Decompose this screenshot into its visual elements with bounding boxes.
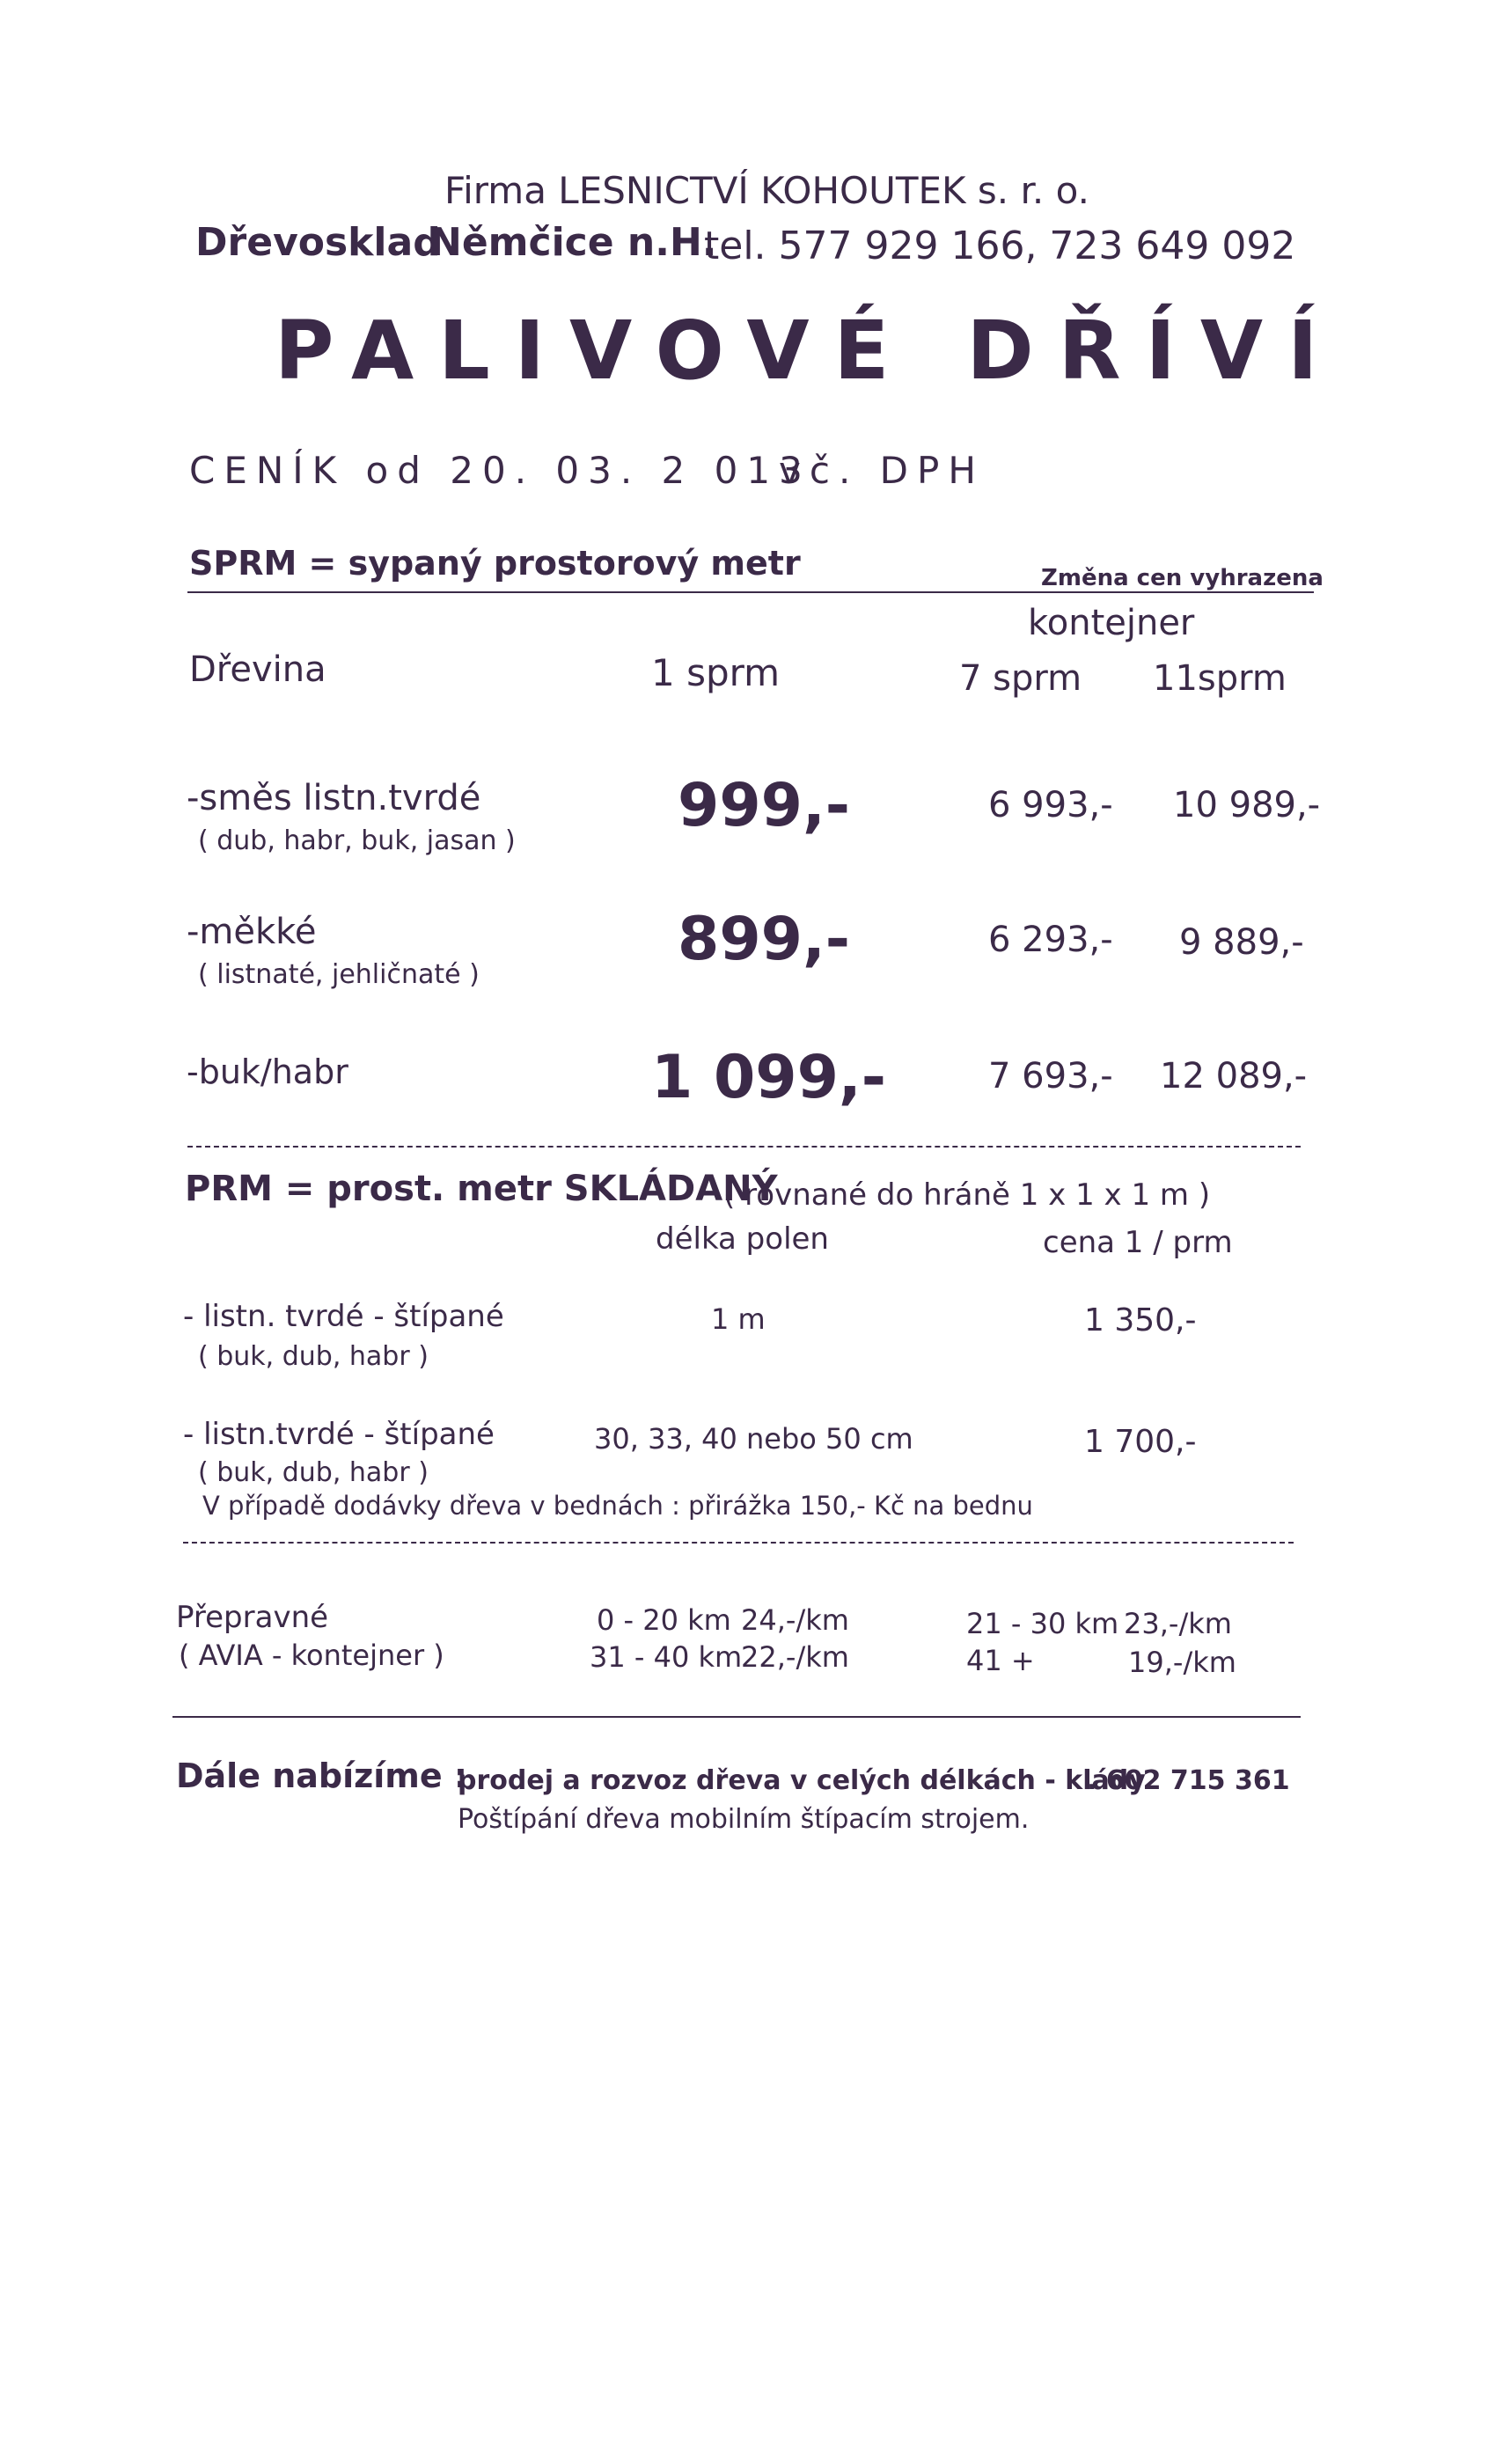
sprm-row-name: -směs listn.tvrdé	[187, 778, 481, 818]
transport-range: 41 +	[966, 1644, 1035, 1677]
sprm-row-name: -měkké	[187, 912, 317, 952]
transport-price: 22,-/km	[741, 1640, 849, 1674]
header-11sprm: 11sprm	[1153, 658, 1287, 699]
sprm-row-detail: ( listnaté, jehličnaté )	[198, 959, 480, 990]
sprm-price-7: 6 993,-	[988, 785, 1113, 825]
prm-row-length: 1 m	[711, 1302, 766, 1336]
offer-line-1: prodej a rozvoz dřeva v celých délkách - klády	[458, 1765, 1146, 1796]
prm-definition-note: ( rovnané do hráně 1 x 1 x 1 m )	[723, 1177, 1211, 1213]
prm-row-length: 30, 33, 40 nebo 50 cm	[594, 1422, 913, 1456]
sprm-price-1: 999,-	[678, 771, 850, 840]
company-name: Firma LESNICTVÍ KOHOUTEK s. r. o.	[444, 169, 1089, 212]
section-rule	[187, 591, 1314, 593]
prm-row-detail: ( buk, dub, habr )	[198, 1341, 429, 1372]
sprm-price-11: 10 989,-	[1173, 785, 1321, 825]
prm-row-price: 1 700,-	[1084, 1424, 1197, 1460]
transport-price: 23,-/km	[1124, 1607, 1232, 1640]
prm-definition: PRM = prost. metr SKLÁDANÝ	[185, 1169, 778, 1209]
pricelist-date: CENÍK od 20. 03. 2 013	[189, 449, 811, 492]
sprm-price-11: 9 889,-	[1179, 922, 1304, 963]
sprm-row-detail: ( dub, habr, buk, jasan )	[198, 825, 516, 856]
sprm-price-7: 6 293,-	[988, 920, 1113, 960]
transport-price: 19,-/km	[1128, 1646, 1236, 1679]
prm-row-name: - listn. tvrdé - štípané	[183, 1299, 504, 1334]
place-name: Němčice n.H.	[429, 220, 717, 265]
price-change-notice: Změna cen vyhrazena	[1041, 565, 1324, 591]
sprm-price-1: 1 099,-	[651, 1043, 886, 1112]
container-label: kontejner	[1028, 603, 1195, 643]
section-rule	[172, 1716, 1301, 1718]
transport-label: Přepravné	[176, 1600, 329, 1635]
sprm-price-1: 899,-	[678, 905, 850, 974]
sprm-row-name: -buk/habr	[187, 1052, 348, 1091]
header-wood: Dřevina	[189, 649, 326, 690]
sprm-definition: SPRM = sypaný prostorový metr	[189, 544, 801, 583]
prm-row-price: 1 350,-	[1084, 1302, 1197, 1338]
place-label: Dřevosklad	[195, 220, 441, 265]
phone-numbers: tel. 577 929 166, 723 649 092	[704, 224, 1296, 268]
offer-phone: . 602 715 361	[1087, 1765, 1290, 1796]
prm-col-length: délka polen	[656, 1221, 829, 1257]
prm-col-price: cena 1 / prm	[1043, 1225, 1233, 1260]
prm-row-name: - listn.tvrdé - štípané	[183, 1417, 495, 1452]
vat-note: vč. DPH	[779, 449, 985, 492]
sprm-price-7: 7 693,-	[988, 1056, 1113, 1096]
transport-range: 31 - 40 km	[590, 1640, 743, 1674]
page-title: PALIVOVÉ DŘÍVÍ	[275, 304, 1343, 398]
transport-sublabel: ( AVIA - kontejner )	[179, 1639, 444, 1672]
transport-range: 21 - 30 km	[966, 1607, 1119, 1640]
section-divider	[187, 1146, 1301, 1148]
offer-label: Dále nabízíme :	[176, 1756, 468, 1795]
header-1sprm: 1 sprm	[651, 651, 781, 694]
header-7sprm: 7 sprm	[959, 658, 1082, 699]
offer-line-2: Poštípání dřeva mobilním štípacím strojem.	[458, 1804, 1030, 1835]
section-divider	[183, 1542, 1294, 1544]
sprm-price-11: 12 089,-	[1160, 1056, 1308, 1096]
transport-price: 24,-/km	[741, 1603, 849, 1637]
prm-row-detail: ( buk, dub, habr )	[198, 1457, 429, 1488]
prm-surcharge: V případě dodávky dřeva v bednách : přirážka 150,- Kč na bednu	[202, 1491, 1033, 1521]
transport-range: 0 - 20 km	[597, 1603, 731, 1637]
